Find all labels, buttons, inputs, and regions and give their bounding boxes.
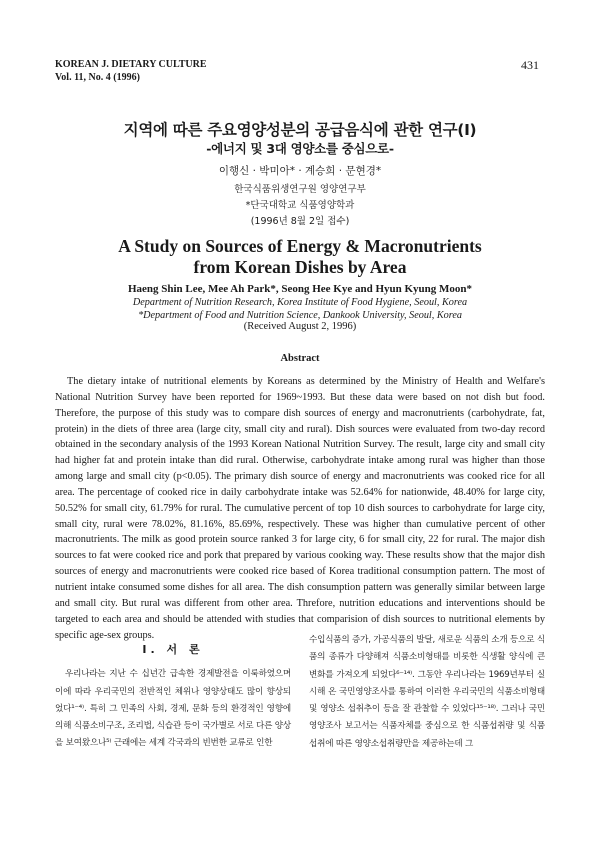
intro-paragraph-1: 우리나라는 지난 수 십년간 급속한 경제발전을 이룩하였으며 이에 따라 우리국민의 전반적인 체위나 영양상태도 많이 향상되었다¹⁻⁴⁾. 특히 그 민족의 사회, 경제, 문화 등의 환경적인 영향에 의해 식품소비구조, 조리법, 식습관 등이 국가별로 서로 다른 양상을 보여왔으나⁵⁾ 근래에는 세계 각국과의 빈번한 교류로 인한 bbox=[55, 669, 291, 749]
english-title-line-2: from Korean Dishes by Area bbox=[193, 257, 407, 277]
body-column-left bbox=[55, 641, 291, 753]
english-authors: Haeng Shin Lee, Mee Ah Park*, Seong Hee Kye and Hyun Kyung Moon* bbox=[127, 283, 473, 295]
english-title bbox=[40, 236, 560, 278]
korean-title: 지역에 따른 주요영양성분의 공급음식에 관한 연구(I) bbox=[123, 121, 477, 139]
intro-paragraph-1-continued: 수입식품의 증가, 가공식품의 발달, 새로운 식품의 소개 등으로 식품의 종류가 다양해져 식품소비형태를 비롯한 식생활 양식에 큰 변화를 가져오게 되었다⁶⁻¹⁴⁾. 그동안 우리나라는 1969년부터 실시해 온 국민영양조사를 통하여 이러한 우리국민의 식품소비형태 및 영양소 섭취추이 등을 잘 관찰할 수 있었다¹⁵⁻¹⁸⁾. 그러나 국민영양조사 보고서는 식품자체를 중심으로 한 식품섭취량 및 식품섭취에 따른 영양소섭취량만을 제공하는데 그 bbox=[309, 635, 545, 749]
korean-received: (1996년 8월 2일 접수) bbox=[250, 216, 350, 227]
english-affiliation-1: Department of Nutrition Research, Korea Institute of Food Hygiene, Seoul, Korea bbox=[132, 297, 468, 308]
english-affiliation-2: *Department of Food and Nutrition Science, Dankook University, Seoul, Korea bbox=[138, 310, 462, 321]
abstract-paragraph: The dietary intake of nutritional elements by Koreans as determined by the Ministry of Health and Welfare's National Nutrition Survey have been reported for 1969~1993. But these data were based on not dish but food. Therefore, the purpose of this study was to compare dish sources of energy and macronutrients (carbohydrate, fat, protein) in the diets of three area (large city, small city and rural). Dish sources were evaluated from two-day record obtained in the secondary analysis of the 1993 Korean National Nutrition Survey. The result, large city and small city had higher fat and protein intake than did rural. Otherwise, carbohydrate intake among rural was higher than those among large and small city (p<0.05). The primary dish source of energy and macronutrients was cooked rice for all area. The percentage of cooked rice in daily carbohydrate intake was 52.64% for nationwide, 48.40% for large city, 50.52% for small city, 61.79% for rural. The cumulative percent of top 10 dish sources to carbohydrate for large city, small city, rural were 78.02%, 81.16%, 85.69%, respectively. These was higher than cumulative percent of other macronutrients. The milk as good protein source ranked 3 for large city, 6 for small city, 22 for rural. The major dish sources to fat were cooked rice and pork that prepared by various cooking way. These results show that the major dish sources of energy and macronutrients were cooked rice based of Korea traditional consumption pattern. The most of nutrient intake consumed some dishes for all area. The dish consumption pattern was generally similar between large and small city. But rural was different from other area. Threfore, nutrition educations and interventions should be targeted to each area and should be attended with studies that comparision of dish sources to nutritional elements by specific age-sex groups. bbox=[55, 376, 545, 641]
korean-authors: 이행신 · 박미아* · 계승희 · 문현경* bbox=[218, 165, 382, 177]
journal-name: KOREAN J. DIETARY CULTURE bbox=[55, 59, 207, 70]
section-heading-introduction: I. 서 론 bbox=[142, 643, 204, 656]
korean-affiliation-2: *단국대학교 식품영양학과 bbox=[245, 200, 355, 211]
abstract-heading: Abstract bbox=[280, 353, 320, 364]
journal-volume: Vol. 11, No. 4 (1996) bbox=[55, 72, 140, 83]
journal-header bbox=[55, 58, 207, 84]
body-column-right bbox=[309, 632, 545, 753]
page-number: 431 bbox=[521, 58, 539, 72]
english-title-line-1: A Study on Sources of Energy & Macronutrients bbox=[118, 236, 482, 256]
english-received: (Received August 2, 1996) bbox=[243, 321, 357, 332]
abstract-body bbox=[55, 374, 545, 643]
korean-affiliation-1: 한국식품위생연구원 영양연구부 bbox=[234, 184, 366, 195]
korean-subtitle: -에너지 및 3대 영양소를 중심으로- bbox=[206, 141, 394, 156]
